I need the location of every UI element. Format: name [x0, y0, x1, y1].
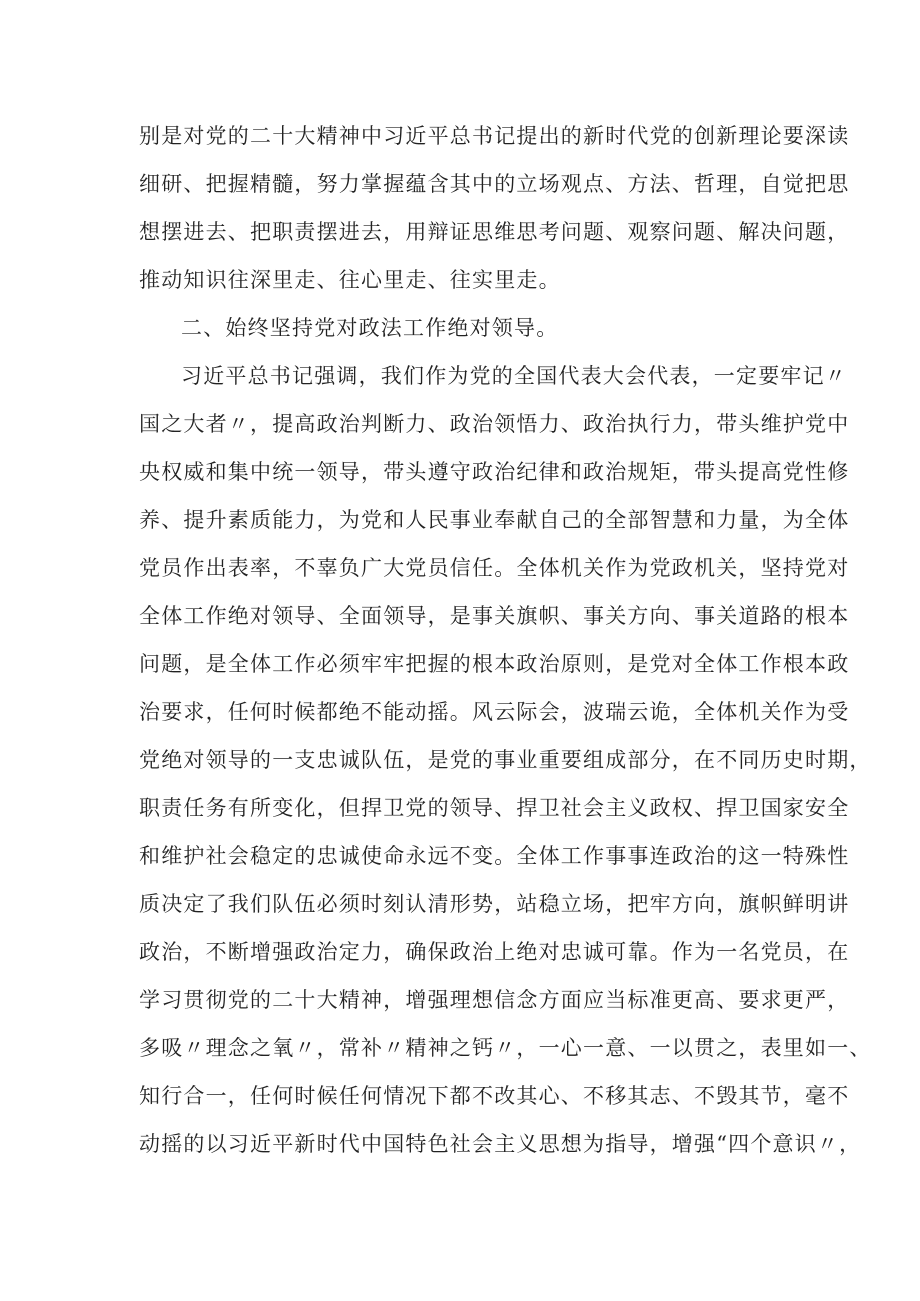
paragraph-line: 知行合一，任何时候任何情况下都不改其心、不移其志、不毁其节，毫不 — [139, 1084, 850, 1108]
paragraph-line: 问题，是全体工作必须牢牢把握的根本政治原则，是党对全体工作根本政 — [139, 652, 850, 676]
paragraph-line: 党员作出表率，不辜负广大党员信任。全体机关作为党政机关，坚持党对 — [139, 556, 850, 580]
paragraph-line: 职责任务有所变化，但捍卫党的领导、捍卫社会主义政权、捍卫国家安全 — [139, 796, 850, 820]
intro-line: 推动知识往深里走、往心里走、往实里走。 — [139, 268, 561, 292]
paragraph-line: 学习贯彻党的二十大精神，增强理想信念方面应当标准更高、要求更严， — [139, 988, 850, 1012]
intro-line: 细研、把握精髓，努力掌握蕴含其中的立场观点、方法、哲理，自觉把思 — [139, 172, 850, 196]
paragraph-line: 质决定了我们队伍必须时刻认清形势，站稳立场，把牢方向，旗帜鲜明讲 — [139, 892, 850, 916]
paragraph-line: 全体工作绝对领导、全面领导，是事关旗帜、事关方向、事关道路的根本 — [139, 604, 850, 628]
section-heading: 二、始终坚持党对政法工作绝对领导。 — [181, 316, 559, 340]
paragraph-line: 政治，不断增强政治定力，确保政治上绝对忠诚可靠。作为一名党员，在 — [139, 940, 850, 964]
paragraph-line: 和维护社会稳定的忠诚使命永远不变。全体工作事事连政治的这一特殊性 — [139, 844, 850, 868]
paragraph-line: 习近平总书记强调，我们作为党的全国代表大会代表，一定要牢记〃 — [181, 364, 847, 388]
paragraph-line: 多吸〃理念之氧〃，常补〃精神之钙〃，一心一意、一以贯之，表里如一、 — [139, 1036, 872, 1060]
paragraph-line: 治要求，任何时候都绝不能动摇。风云际会，波瑞云诡，全体机关作为受 — [139, 700, 850, 724]
paragraph-line: 国之大者〃，提高政治判断力、政治领悟力、政治执行力，带头维护党中 — [139, 412, 850, 436]
intro-line: 想摆进去、把职责摆进去，用辩证思维思考问题、观察问题、解决问题， — [139, 220, 850, 244]
paragraph-line: 央权威和集中统一领导，带头遵守政治纪律和政治规矩，带头提高党性修 — [139, 460, 850, 484]
paragraph-line: 养、提升素质能力，为党和人民事业奉献自己的全部智慧和力量，为全体 — [139, 508, 850, 532]
paragraph-line: 党绝对领导的一支忠诚队伍，是党的事业重要组成部分，在不同历史时期， — [139, 748, 872, 772]
paragraph-line: 动摇的以习近平新时代中国特色社会主义思想为指导，增强“四个意识〃， — [139, 1132, 862, 1156]
intro-line: 别是对党的二十大精神中习近平总书记提出的新时代党的创新理论要深读 — [139, 124, 850, 148]
